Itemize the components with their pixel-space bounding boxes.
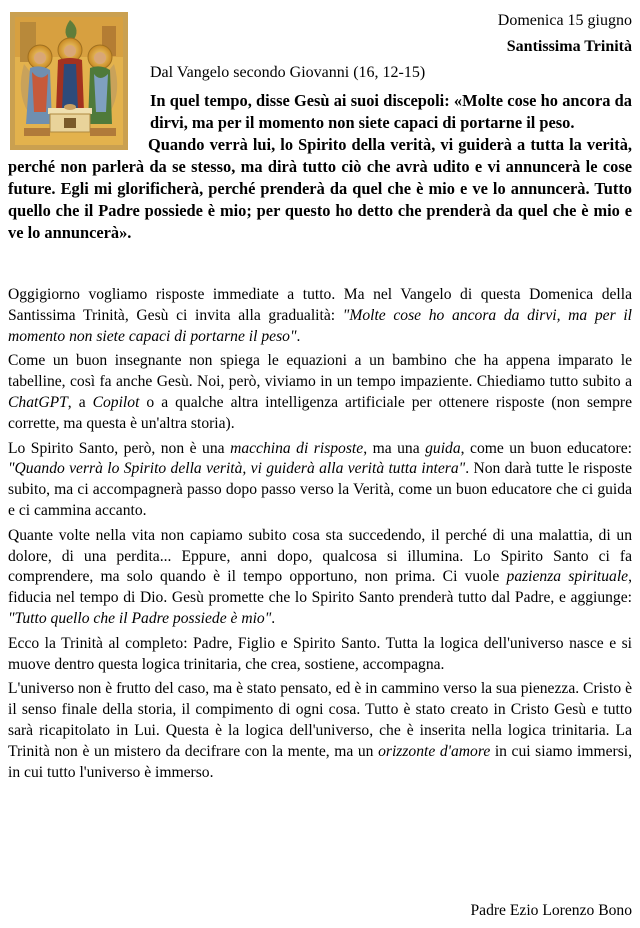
quote-run: "Molte cose ho ancora da dirvi, ma per il momento non siete capaci di portarne il peso" (8, 306, 632, 345)
gospel-paragraph-1: In quel tempo, disse Gesù ai suoi discepoli: «Molte cose ho ancora da dirvi, ma per il momento non siete capaci di portarne il peso. (150, 91, 632, 132)
italic-run: ChatGPT (8, 393, 68, 411)
text-run: in cui siamo immersi, in cui tutto l'universo è immerso. (8, 742, 633, 781)
quote-run: "Tutto quello che il Padre possiede è mio" (8, 609, 272, 627)
text-run: , fiducia nel tempo di Dio. Gesù promette che lo Spirito Santo prenderà tutto dal Padre, e aggiunge: (8, 568, 633, 607)
text-run: Lo Spirito Santo, però, non è una (8, 439, 231, 457)
gospel-text (8, 90, 632, 244)
commentary-paragraph-1 (8, 285, 632, 347)
text-run: . Non darà tutte le risposte subito, ma ci accompagnerà passo dopo passo verso la Verità, come un buon educatore che ci guida e ci cammina accanto. (8, 460, 632, 519)
italic-run: pazienza spirituale (506, 568, 629, 586)
commentary-paragraph-2 (8, 351, 632, 434)
commentary (8, 285, 632, 787)
gospel-paragraph-2: Quando verrà lui, lo Spirito della verità, vi guiderà a tutta la verità, perché non parlerà da se stesso, ma dirà tutto ciò che avrà udito e vi annuncerà le cose future. Egli mi glorificherà, perché prenderà da quel che è mio e ve lo annuncerà. Tutto quello che il Padre possiede è mio; per questo ho detto che prenderà da quel che è mio e ve lo annuncerà». (8, 135, 632, 242)
text-run: . (271, 609, 276, 627)
text-run: , come un buon educatore: (460, 439, 632, 457)
text-run: Come un buon insegnante non spiega le equazioni a un bambino che ha appena imparato le tabelline, così fa anche Gesù. Noi, però, viviamo in un tempo impaziente. Chiediamo tutto subito a (8, 352, 632, 391)
text-run: L'universo non è frutto del caso, ma è stato pensato, ed è in cammino verso la sua pienezza. Cristo è il senso finale della storia, il compimento di ogni cosa. Tutto è stato creato in Cristo Gesù e tutto sarà ricapitolato in Lui. Questa è la logica dell'universo, che è inserita nella logica trinitaria. La Trinità non è un mistero da decifrare con la mente, ma un (8, 680, 632, 760)
italic-run: macchina di risposte (230, 439, 364, 457)
text-run: Oggigiorno vogliamo risposte immediate a tutto. Ma nel Vangelo di questa Domenica della Santissima Trinità, Gesù ci invita alla gradualità: (8, 286, 632, 324)
italic-run: orizzonte d'amore (378, 742, 491, 760)
commentary-paragraph-3 (8, 439, 632, 522)
text-run: o a qualche altra intelligenza artificiale per ottenere risposte (non sempre corrette, ma questa è un'altra storia). (8, 393, 632, 432)
commentary-paragraph-6 (8, 679, 632, 783)
commentary-paragraph-5: Ecco la Trinità al completo: Padre, Figlio e Spirito Santo. Tutta la logica dell'universo nasce e si muove dentro questa logica trinitaria, che crea, sostiene, accompagna. (8, 634, 632, 673)
quote-run: "Quando verrà lo Spirito della verità, vi guiderà alla verità tutta intera" (8, 460, 466, 478)
italic-run: Copilot (92, 393, 140, 411)
gospel-source: Dal Vangelo secondo Giovanni (16, 12-15) (150, 64, 426, 81)
text-run: Quante volte nella vita non capiamo subito cosa sta succedendo, il perché di una malattia, di un dolore, di una perdita... Eppure, anni dopo, qualcosa si illumina. Lo Spirito Santo ci fa comprendere, ma solo quando è il tempo opportuno, non prima. Ci vuole (8, 526, 632, 586)
text-run: , ma una (363, 439, 426, 457)
date: Domenica 15 giugno (497, 12, 632, 29)
italic-run: guida (425, 439, 461, 457)
author-signature: Padre Ezio Lorenzo Bono (470, 902, 632, 919)
commentary-paragraph-4 (8, 526, 632, 630)
text-run: , a (67, 393, 93, 411)
text-run: . (296, 327, 301, 345)
feast-title: Santissima Trinità (506, 38, 632, 55)
